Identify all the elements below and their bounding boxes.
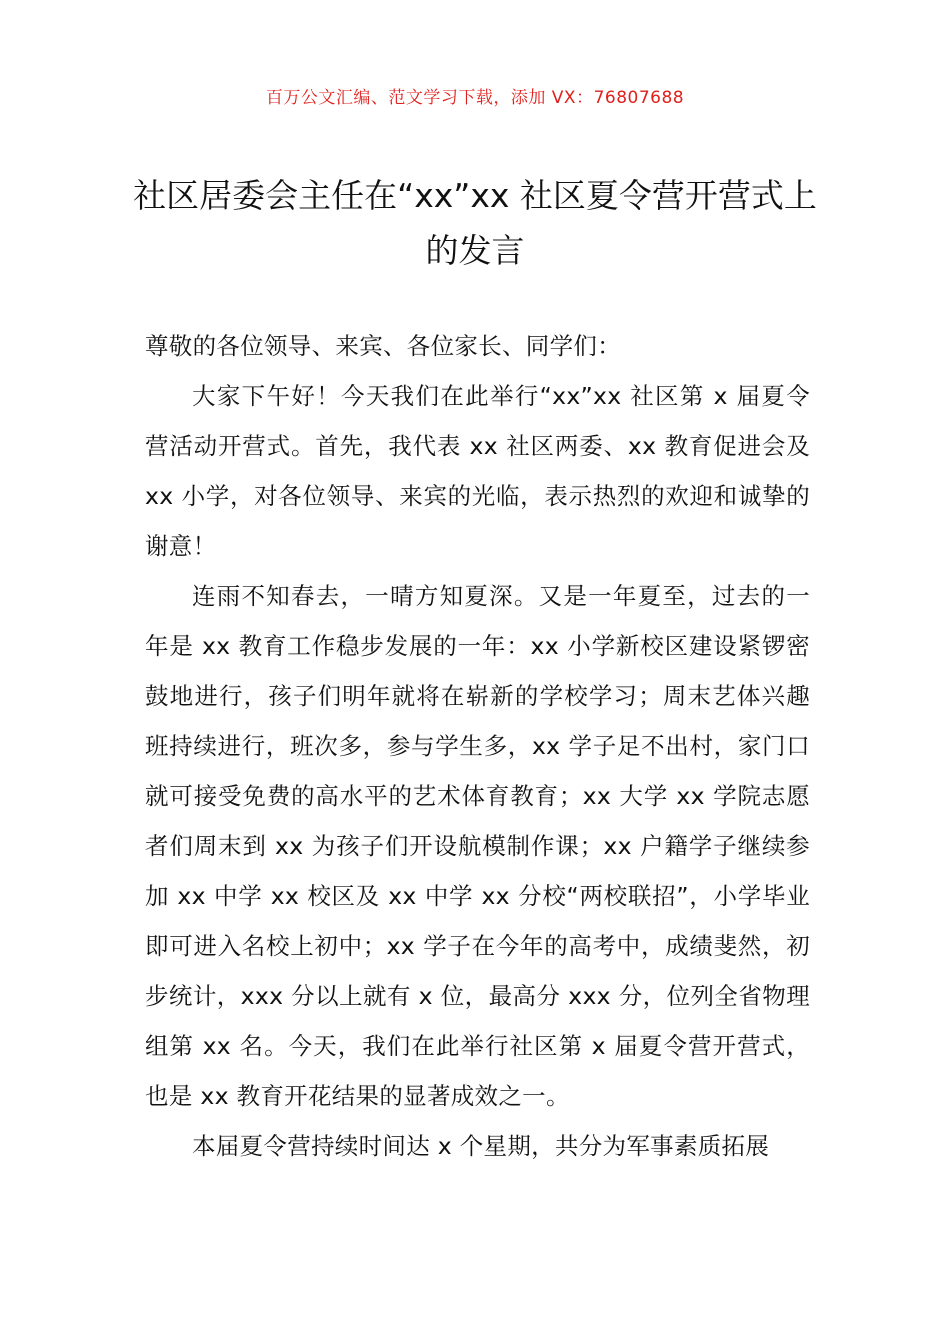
- paragraph-achievements: 连雨不知春去，一晴方知夏深。又是一年夏至，过去的一年是 xx 教育工作稳步发展的一年：xx 小学新校区建设紧锣密鼓地进行，孩子们明年就将在崭新的学校学习；周末艺体兴趣班持续进行，班次多，参与学生多，xx 学子足不出村，家门口就可接受免费的高水平的艺术体育教育；xx 大学 xx 学院志愿者们周末到 xx 为孩子们开设航模制作课；xx 户籍学子继续参加 xx 中学 xx 校区及 xx 中学 xx 分校“两校联招”，小学毕业即可进入名校上初中；xx 学子在今年的高考中，成绩斐然，初步统计，xxx 分以上就有 x 位，最高分 xxx 分，位列全省物理组第 xx 名。今天，我们在此举行社区第 x 届夏令营开营式，也是 xx 教育开花结果的显著成效之一。: [145, 582, 810, 1110]
- paragraph-greeting: 大家下午好！今天我们在此举行“xx”xx 社区第 x 届夏令营活动开营式。首先，我代表 xx 社区两委、xx 教育促进会及 xx 小学，对各位领导、来宾的光临，表示热烈的欢迎和诚挚的谢意！: [145, 382, 810, 560]
- header-promo-note: 百万公文汇编、范文学习下载，添加 VX：76807688: [265, 88, 685, 108]
- salutation: 尊敬的各位领导、来宾、各位家长、同学们：: [145, 332, 621, 360]
- document-title: 社区居委会主任在“xx”xx 社区夏令营开营式上的发言: [133, 176, 817, 270]
- document-body: [145, 321, 810, 1171]
- paragraph-camp-intro: 本届夏令营持续时间达 x 个星期，共分为军事素质拓展: [192, 1132, 770, 1160]
